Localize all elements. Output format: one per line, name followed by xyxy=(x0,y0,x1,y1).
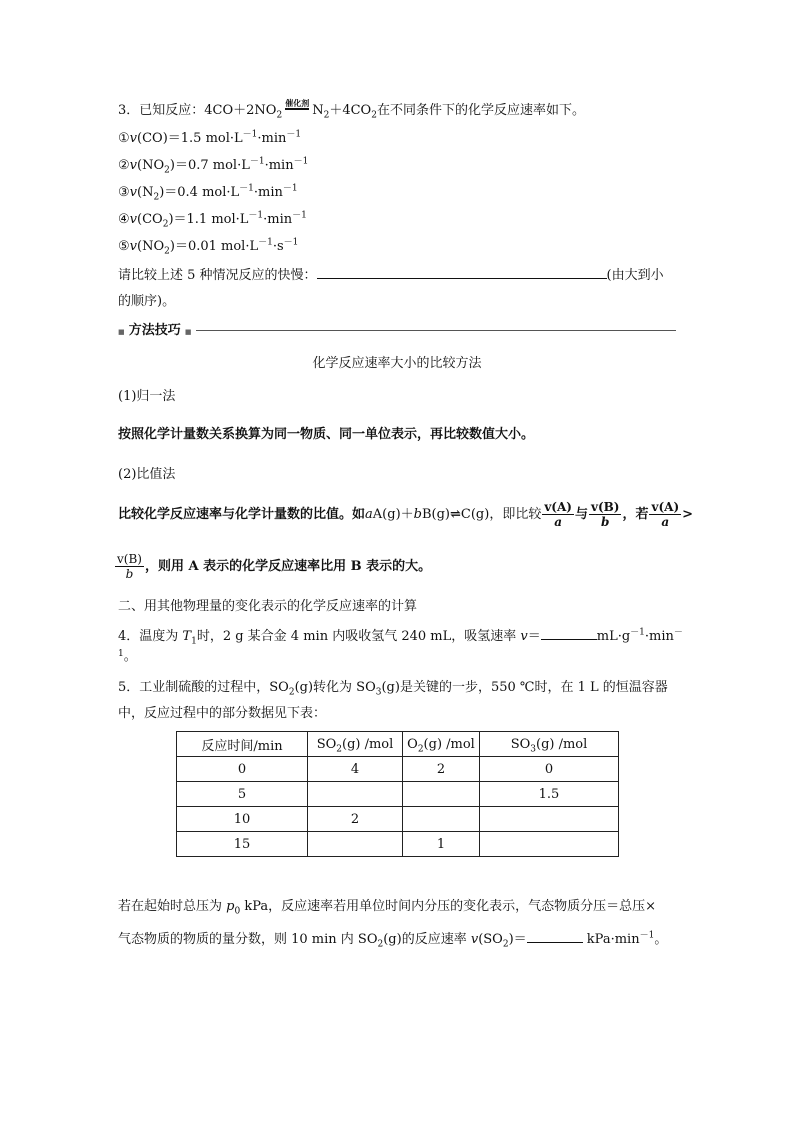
answer-blank-q5[interactable] xyxy=(527,930,583,943)
fraction-vb-b-2: $\frac{v(B)}{b}$ xyxy=(117,552,142,581)
q5-after-line1: 若在起始时总压为 $p_0$ kPa，反应速率若用单位时间内分压的变化表示，气态物质分压＝总压× xyxy=(118,899,657,917)
answer-blank-q3[interactable] xyxy=(317,266,607,279)
rate-item-2: $②v(NO_2)=0.7$ $mol\cdot L^{-1}\cdot\min^{-1}$ xyxy=(118,156,309,176)
q5-after-line2: 气态物质的物质的量分数，则 10 min 内 $SO_2(g)$的反应速率 $v(SO_2)= kPa\cdot\min^{-1}$。 xyxy=(118,930,668,950)
table-row: 5 1.5 xyxy=(177,782,619,807)
table-header-row xyxy=(177,732,619,757)
method-header: ■ 方法技巧 ■ xyxy=(118,323,192,338)
q3-compare-line2: 的顺序)。 xyxy=(118,294,176,309)
method-2-title: (2)比值法 xyxy=(118,467,176,482)
method-title: 化学反应速率大小的比较方法 xyxy=(312,356,482,371)
answer-blank-q4[interactable] xyxy=(541,627,597,640)
method-1-text: 按照化学计量数关系换算为同一物质、同一单位表示，再比较数值大小。 xyxy=(118,427,535,442)
q5-line1: 5．工业制硫酸的过程中，$SO_2(g)$转化为 $SO_3(g)$是关键的一步，550 ℃时，在 1 L 的恒温容器 xyxy=(118,680,668,698)
rate-item-1: ①v(CO)＝1.5 $mol\cdot L^{-1}\cdot\min^{-1}$ xyxy=(118,129,302,146)
q5-line2: 中，反应过程中的部分数据见下表： xyxy=(118,706,327,721)
rate-item-4: $④v(CO_2)=1.1$ $mol\cdot L^{-1}\cdot\min^{-1}$ xyxy=(118,210,307,230)
rate-item-5: $⑤v(NO_2)=0.01$ $mol\cdot L^{-1}\cdot s^{-1}$ xyxy=(118,237,299,257)
fraction-vb-b: $\frac{v(B)}{b}$ xyxy=(590,500,620,529)
table-row: 10 2 xyxy=(177,807,619,832)
divider-line xyxy=(196,330,676,331)
fraction-va-a: $\frac{v(A)}{a}$ xyxy=(544,500,572,529)
q4-line2: $^1$。 xyxy=(118,649,137,664)
equilibrium-arrow-icon: ⇌ xyxy=(450,507,461,522)
q4-line1: 4．温度为 $T_1$时，2 g 某合金 4 min 内吸收氢气 240 mL，吸氢速率 $v= mL\cdot g^{-1}\cdot\min^-$ xyxy=(118,627,683,647)
header-time: 反应时间/min xyxy=(177,732,308,757)
q3-compare-line: 请比较上述 5 种情况反应的快慢： (由大到小 xyxy=(118,268,664,283)
table-row: 15 1 xyxy=(177,832,619,857)
section-2-title: 二、用其他物理量的变化表示的化学反应速率的计算 xyxy=(118,599,418,614)
q3-intro: 3．已知反应：$4CO+2NO_2$催化剂 $N_2+4CO_2$在不同条件下的化学反应速率如下。 xyxy=(118,98,585,121)
method-2-text-cont: $\frac{v(B)}{b}$ ，则用 A 表示的化学反应速率比用 B 表示的大。 xyxy=(117,552,432,581)
table-row: 0 4 2 0 xyxy=(177,757,619,782)
catalyst-label: 催化剂 xyxy=(285,98,310,108)
method-1-title: (1)归一法 xyxy=(118,389,176,404)
fraction-va-a-2: $\frac{v(A)}{a}$ xyxy=(651,500,680,529)
header-o2: $O_2(g)$ /mol xyxy=(403,732,480,757)
header-so2: $SO_2(g)$ /mol xyxy=(308,732,403,757)
bullet-icon: ■ xyxy=(118,328,125,336)
rate-item-3: $③v(N_2)=0.4$ $mol\cdot L^{-1}\cdot\min^{-1}$ xyxy=(118,183,298,203)
method-2-text: 比较化学反应速率与化学计量数的比值。如aA(g)＋bB(g)⇌C(g)，即比较 $\frac{v(A)}{a}$ 与 $\frac{v(B)}{b}$ ，若 $\frac{v(A)}{a}$ > xyxy=(118,500,694,529)
reaction-data-table xyxy=(176,731,619,857)
header-so3: $SO_3(g)$ /mol xyxy=(480,732,619,757)
bullet-icon: ■ xyxy=(184,328,192,336)
